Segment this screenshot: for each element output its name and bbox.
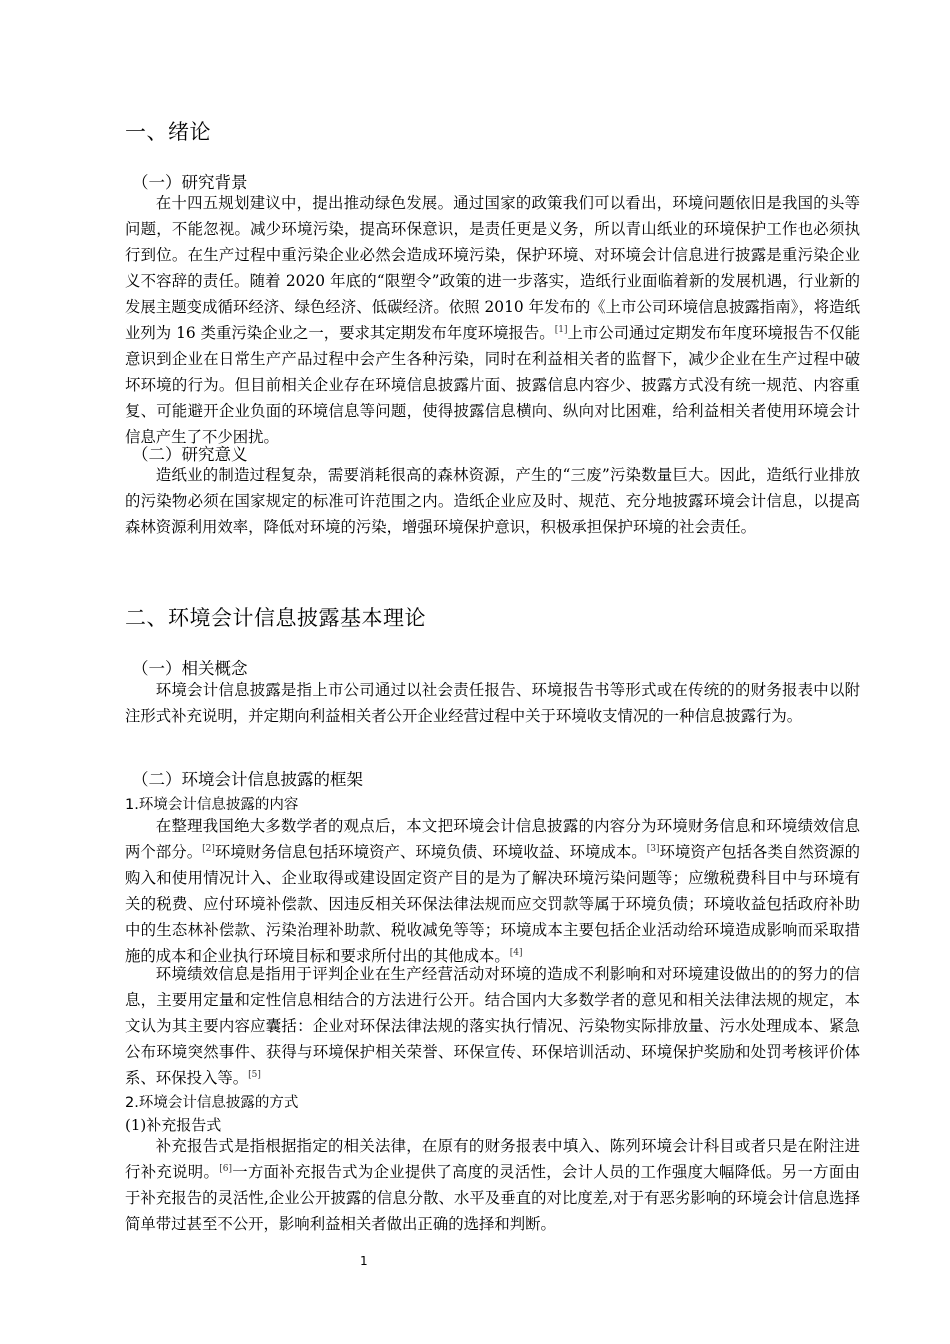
- citation-2: [2]: [202, 843, 215, 854]
- section-related-concepts-heading: （一）相关概念: [132, 659, 248, 678]
- page-number: 1: [360, 1254, 368, 1268]
- performance-info-paragraph: [125, 961, 860, 1091]
- subsection-content-heading: 1.环境会计信息披露的内容: [125, 797, 299, 813]
- research-significance-paragraph: 造纸业的制造过程复杂，需要消耗很高的森林资源，产生的“三废”污染数量巨大。因此，造纸行业排放的污染物必须在国家规定的标准可许范围之内。造纸企业应及时、规范、充分地披露环境会计信息，以提高森林资源利用效率，降低对环境的污染，增强环境保护意识，积极承担保护环境的社会责任。: [125, 466, 860, 536]
- related-concepts-paragraph: 环境会计信息披露是指上市公司通过以社会责任报告、环境报告书等形式或在传统的的财务报表中以附注形式补充说明，并定期向利益相关者公开企业经营过程中关于环境收支情况的一种信息披露行为。: [125, 681, 860, 725]
- paragraph-text: 补充报告式是指根据指定的相关法律，在原有的财务报表中填入、陈列环境会计科目或者只是在附注进行补充说明。: [125, 1137, 860, 1181]
- subsection-methods-heading: 2.环境会计信息披露的方式: [125, 1095, 299, 1111]
- research-background-paragraph: [125, 190, 860, 450]
- section-research-background-heading: （一）研究背景: [132, 173, 248, 192]
- citation-1: [1]: [554, 324, 568, 335]
- supplementary-report-paragraph: [125, 1133, 860, 1237]
- method-item-supplementary-heading: (1)补充报告式: [125, 1116, 222, 1134]
- citation-6: [6]: [219, 1163, 232, 1174]
- paragraph-text: 环境资产包括各类自然资源的购入和使用情况计入、企业取得或建设固定资产目的是为了解决环境污染问题等；应缴税费科目中与环境有关的税费、应付环境补偿款、因违反相关环保法律法规而应交罚款等属于环境负债；环境收益包括政府补助中的生态林补偿款、污染治理补助款、税收减免等等；环境成本主要包括企业活动给环境造成影响而采取措施的成本和企业执行环境目标和要求所付出的其他成本。: [125, 843, 860, 965]
- paragraph-text: 一方面补充报告式为企业提供了高度的灵活性，会计人员的工作强度大幅降低。另一方面由于补充报告的灵活性,企业公开披露的信息分散、水平及垂直的对比度差,对于有恶劣影响的环境会计信息选择简单带过甚至不公开，影响利益相关者做出正确的选择和判断。: [125, 1163, 860, 1233]
- paragraph-text: 在整理我国绝大多数学者的观点后，本文把环境会计信息披露的内容分为环境财务信息和环境绩效信息两个部分。: [125, 817, 860, 861]
- chapter-2-heading: 二、环境会计信息披露基本理论: [125, 606, 426, 630]
- disclosure-content-paragraph: [125, 813, 860, 969]
- citation-5: [5]: [248, 1069, 261, 1080]
- chapter-1-heading: 一、绪论: [125, 120, 211, 144]
- paragraph-text: 环境财务信息包括环境资产、环境负债、环境收益、环境成本。: [214, 843, 647, 861]
- citation-4: [4]: [509, 947, 523, 958]
- section-framework-heading: （二）环境会计信息披露的框架: [132, 770, 363, 789]
- paragraph-text: 上市公司通过定期发布年度环境报告不仅能意识到企业在日常生产产品过程中会产生各种污染，同时在利益相关者的监督下，减少企业在生产过程中破坏环境的行为。但目前相关企业存在环境信息披露片面、披露信息内容少、披露方式没有统一规范、内容重复、可能避开企业负面的环境信息等问题，使得披露信息横向、纵向对比困难，给利益相关者使用环境会计信息产生了不少困扰。: [125, 324, 860, 446]
- citation-3: [3]: [646, 843, 660, 854]
- paragraph-text: 环境绩效信息是指用于评判企业在生产经营活动对环境的造成不利影响和对环境建设做出的的努力的信息，主要用定量和定性信息相结合的方法进行公开。结合国内大多数学者的意见和相关法律法规的规定，本文认为其主要内容应囊括：企业对环保法律法规的落实执行情况、污染物实际排放量、污水处理成本、紧急公布环境突然事件、获得与环境保护相关荣誉、环保宣传、环保培训活动、环境保护奖励和处罚考核评价体系、环保投入等。: [125, 965, 860, 1087]
- paragraph-text: 在十四五规划建议中，提出推动绿色发展。通过国家的政策我们可以看出，环境问题依旧是我国的头等问题，不能忽视。减少环境污染，提高环保意识，是责任更是义务，所以青山纸业的环境保护工作也必须执行到位。在生产过程中重污染企业必然会造成环境污染，保护环境、对环境会计信息进行披露是重污染企业义不容辞的责任。随着 2020 年底的“限塑令”政策的进一步落实，造纸行业面临着新的发展机遇，行业新的发展主题变成循环经济、绿色经济、低碳经济。依照 2010 年发布的《上市公司环境信息披露指南》，将造纸业列为 16 类重污染企业之一，要求其定期发布年度环境报告。: [125, 194, 860, 342]
- section-research-significance-heading: （二）研究意义: [132, 445, 248, 464]
